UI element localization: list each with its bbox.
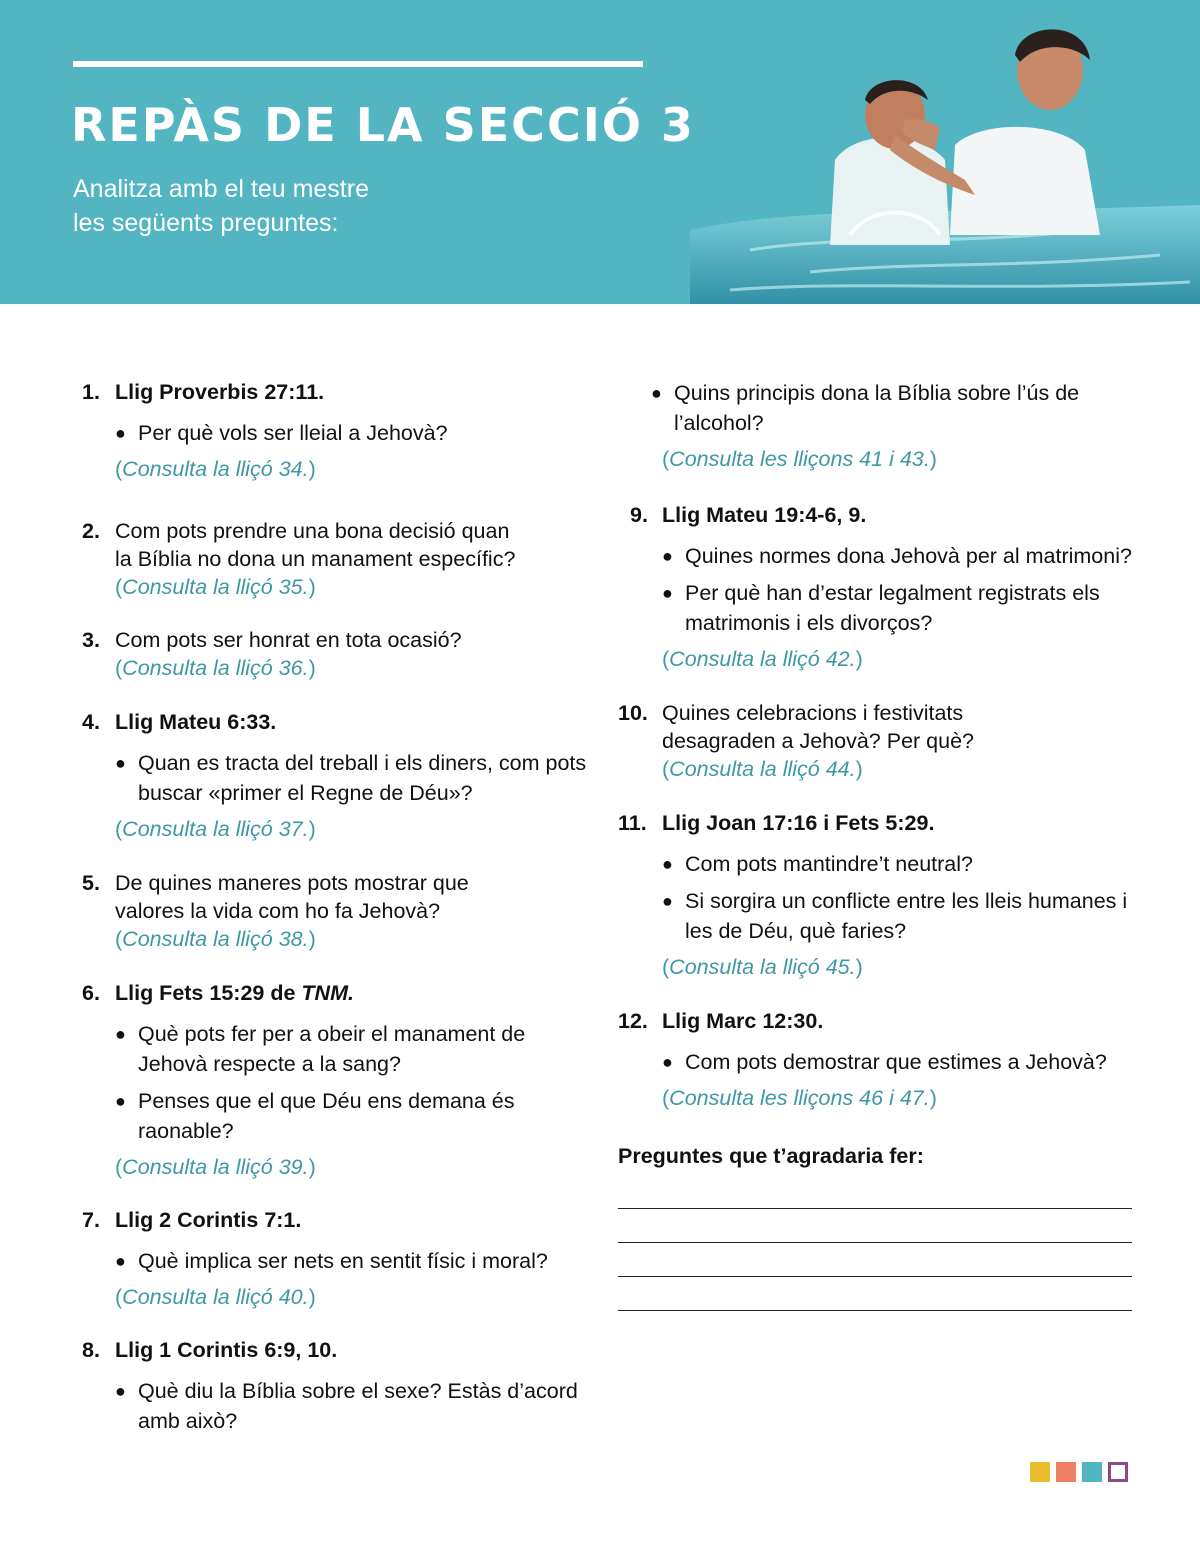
- section-indicator: [1030, 1462, 1134, 1482]
- question-8: [82, 1336, 592, 1436]
- question-text: valores la vida com ho fa Jehovà?: [115, 899, 441, 923]
- bullet-item: ● Com pots mantindre’t neutral?: [662, 849, 1158, 879]
- bullet-item: ● Què diu la Bíblia sobre el sexe? Estàs d’acord amb això?: [115, 1376, 592, 1436]
- bullet-item: ● Com pots demostrar que estimes a Jehovà?: [662, 1047, 1158, 1077]
- question-reading: Llig Fets 15:29 de: [115, 981, 296, 1005]
- lesson-reference: (Consulta la lliçó 35.): [115, 575, 316, 599]
- questions-column-left: [82, 378, 592, 1443]
- bullet-icon: ●: [115, 1091, 126, 1111]
- bullet-icon: ●: [115, 1024, 126, 1044]
- question-bullets: [618, 1047, 1158, 1077]
- question-5: [82, 869, 592, 953]
- question-reading: Llig Joan 17:16 i Fets 5:29.: [662, 811, 935, 835]
- bullet-item: ● Quins principis dona la Bíblia sobre l’ús de l’alcohol?: [651, 378, 1158, 438]
- question-reading: Llig Mateu 19:4-6, 9.: [662, 503, 867, 527]
- section-square-2: [1056, 1462, 1076, 1482]
- question-3: [82, 626, 592, 682]
- bullet-icon: ●: [662, 583, 673, 603]
- question-4: [82, 708, 592, 843]
- section-square-3: [1082, 1462, 1102, 1482]
- lesson-reference: (Consulta les lliçons 41 i 43.): [662, 447, 937, 471]
- question-text: De quines maneres pots mostrar que: [115, 871, 469, 895]
- bullet-icon: ●: [662, 546, 673, 566]
- baptism-illustration: [690, 0, 1200, 304]
- answer-line[interactable]: [618, 1242, 1132, 1243]
- question-bullets: [618, 849, 1158, 946]
- question-10: [618, 699, 1158, 783]
- page-subtitle: [73, 172, 369, 240]
- question-bullets: [618, 541, 1158, 638]
- subtitle-line: Analitza amb el teu mestre: [73, 175, 369, 203]
- question-bullets: [82, 748, 592, 808]
- question-text: Com pots ser honrat en tota ocasió?: [115, 628, 462, 652]
- question-bullets: [82, 1019, 592, 1146]
- question-9: [618, 501, 1158, 673]
- bullet-item: ● Si sorgira un conflicte entre les lleis humanes i les de Déu, què faries?: [662, 886, 1158, 946]
- own-questions: [618, 1142, 1158, 1311]
- question-number: 5.: [82, 871, 100, 895]
- bullet-item: ● Per què vols ser lleial a Jehovà?: [115, 418, 592, 448]
- question-reading: Llig Mateu 6:33.: [115, 710, 277, 734]
- question-reading: Llig 1 Corintis 6:9, 10.: [115, 1338, 338, 1362]
- question-reading: Llig Proverbis 27:11.: [115, 380, 325, 404]
- own-questions-title: Preguntes que t’agradaria fer:: [618, 1144, 924, 1168]
- lesson-reference: (Consulta la lliçó 45.): [662, 955, 863, 979]
- bullet-icon: ●: [662, 854, 673, 874]
- answer-line[interactable]: [618, 1276, 1132, 1277]
- section-square-1: [1030, 1462, 1050, 1482]
- question-text: Quines celebracions i festivitats: [662, 701, 964, 725]
- lesson-reference: (Consulta la lliçó 37.): [115, 817, 316, 841]
- question-7: [82, 1206, 592, 1311]
- lesson-reference: (Consulta la lliçó 42.): [662, 647, 863, 671]
- question-number: 6.: [82, 981, 100, 1005]
- question-number: 3.: [82, 628, 100, 652]
- page-title: REPÀS DE LA SECCIÓ 3: [71, 98, 695, 152]
- bullet-icon: ●: [115, 1251, 126, 1271]
- bullet-icon: ●: [115, 1381, 126, 1401]
- lesson-reference: (Consulta la lliçó 38.): [115, 927, 316, 951]
- bullet-item: ● Què implica ser nets en sentit físic i moral?: [115, 1246, 592, 1276]
- bullet-icon: ●: [115, 753, 126, 773]
- section-square-4-outline: [1108, 1462, 1128, 1482]
- question-number: 10.: [618, 701, 648, 725]
- question-6: [82, 979, 592, 1181]
- question-reading: Llig 2 Corintis 7:1.: [115, 1208, 302, 1232]
- question-text: Com pots prendre una bona decisió quan: [115, 519, 510, 543]
- question-bullets: [82, 1246, 592, 1276]
- header-rule: [73, 61, 643, 67]
- bullet-item: ● Quines normes dona Jehovà per al matrimoni?: [662, 541, 1158, 571]
- bullet-item: ● Per què han d’estar legalment registrats els matrimonis i els divorços?: [662, 578, 1158, 638]
- bullet-icon: ●: [115, 423, 126, 443]
- lesson-reference: (Consulta la lliçó 40.): [115, 1285, 316, 1309]
- question-bullets: [82, 1376, 592, 1436]
- lesson-reference: (Consulta la lliçó 36.): [115, 656, 316, 680]
- question-2: [82, 517, 592, 601]
- question-bullets: [618, 378, 1158, 438]
- bullet-item: ● Què pots fer per a obeir el manament de Jehovà respecte a la sang?: [115, 1019, 592, 1079]
- question-text: desagraden a Jehovà? Per què?: [662, 729, 974, 753]
- question-number: 8.: [82, 1338, 100, 1362]
- bible-version: TNM.: [301, 981, 354, 1005]
- question-number: 4.: [82, 710, 100, 734]
- bullet-icon: ●: [662, 1052, 673, 1072]
- question-bullets: [82, 418, 592, 448]
- question-11: [618, 809, 1158, 981]
- bullet-item: ● Quan es tracta del treball i els diners, com pots buscar «primer el Regne de Déu»?: [115, 748, 592, 808]
- lesson-reference: (Consulta la lliçó 34.): [115, 457, 316, 481]
- question-number: 1.: [82, 380, 100, 404]
- question-number: 7.: [82, 1208, 100, 1232]
- question-number: 11.: [618, 811, 647, 835]
- lesson-reference: (Consulta les lliçons 46 i 47.): [662, 1086, 937, 1110]
- question-number: 12.: [618, 1009, 648, 1033]
- question-number: 9.: [630, 503, 648, 527]
- bullet-item: ● Penses que el que Déu ens demana és raonable?: [115, 1086, 592, 1146]
- lesson-reference: (Consulta la lliçó 44.): [662, 757, 863, 781]
- section-header: [0, 0, 1200, 304]
- question-reading: Llig Marc 12:30.: [662, 1009, 824, 1033]
- questions-column-right: [618, 378, 1158, 1311]
- subtitle-line: les següents preguntes:: [73, 209, 339, 237]
- question-8-continued: [618, 378, 1158, 473]
- lesson-reference: (Consulta la lliçó 39.): [115, 1155, 316, 1179]
- question-12: [618, 1007, 1158, 1112]
- question-text: la Bíblia no dona un manament específic?: [115, 547, 516, 571]
- answer-line[interactable]: [618, 1208, 1132, 1209]
- answer-line[interactable]: [618, 1310, 1132, 1311]
- bullet-icon: ●: [662, 891, 673, 911]
- question-1: [82, 378, 592, 483]
- question-number: 2.: [82, 519, 100, 543]
- bullet-icon: ●: [651, 383, 662, 403]
